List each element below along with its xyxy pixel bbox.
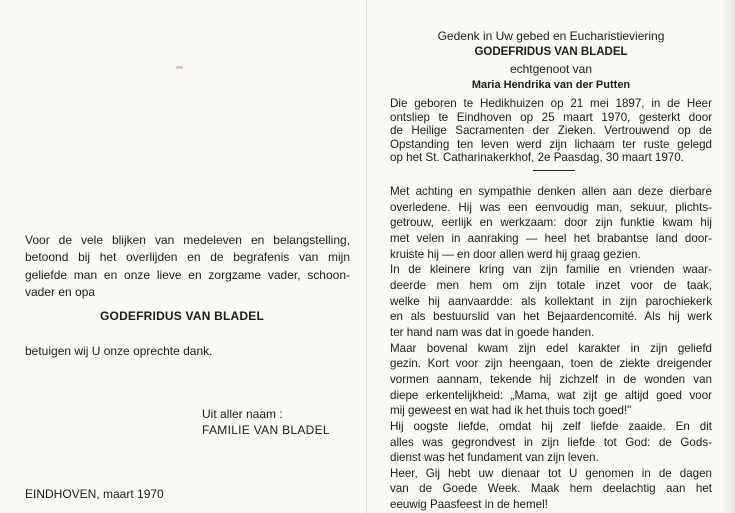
right-deceased-name: GODEFRIDUS VAN BLADEL [474, 46, 628, 58]
bio-line: op het St. Catharinakerkhof, 2e Paasdag, 30 maart 1970. [390, 151, 684, 165]
body-line: Maar bovenal kwam zijn edel karakter in zijn geliefd [390, 341, 712, 355]
left-thanks: betuigen wij U onze oprechte dank. [25, 344, 213, 358]
paper-speck [176, 66, 183, 69]
body-line: deerde men hem om zijn totale inzet voor de taak, [390, 278, 712, 292]
signature-intro: Uit aller naam : [202, 407, 283, 421]
divider [533, 170, 575, 171]
memorial-text [390, 184, 712, 513]
body-line: getrouw, eerlijk en werkzaam: door zijn funktie kwam hij [390, 216, 712, 230]
signature-family: FAMILIE VAN BLADEL [202, 423, 330, 437]
fold-line [366, 0, 367, 513]
body-line: eeuwig Paasfeest in de hemel! [390, 498, 548, 512]
body-line: diepe erkentelijkheid: „Mama, wat zijt ge altijd goed voor [390, 388, 712, 402]
body-line: mij geweest en wat had ik het thuis toch goed!" [390, 404, 632, 418]
left-line: vader en opa [25, 284, 96, 299]
body-line: kruiste hij — en door allen werd hij graag gezien. [390, 247, 641, 261]
body-line: Heer, Gij hebt uw dienaar tot U genomen in de dagen [390, 466, 712, 480]
left-deceased-name: GODEFRIDUS VAN BLADEL [100, 309, 264, 323]
left-line: geliefde man en onze lieve en zorgzame vader, schoon- [25, 267, 350, 282]
left-line: Voor de vele blijken van medeleven en belangstelling, [25, 233, 350, 247]
bio-line: ontsliep te Eindhoven op 25 maart 1970, gesterkt door [390, 110, 712, 124]
bio-line: Opstanding ten leven werd zijn lichaam ter ruste gelegd [390, 137, 712, 151]
body-line: en als bestuurslid van het Bejaardencomité. Als hij werk [390, 310, 712, 324]
prayer-header: Gedenk in Uw gebed en Eucharistieviering [437, 29, 665, 43]
spouse-intro: echtgenoot van [509, 62, 593, 76]
left-line: betoond bij het overlijden en de begrafenis van mijn [25, 250, 350, 265]
body-line: met velen in aanraking — heel het brabantse land door- [390, 231, 712, 245]
body-line: ter hand nam was dat in goede handen. [390, 325, 595, 339]
body-line: van de Goede Week. Maak hem deelachtig aan het [390, 482, 712, 496]
body-line: Met achting en sympathie denken allen aan deze dierbare [390, 185, 712, 198]
bio-line: de Heilige Sacramenten der Zieken. Vertrouwend op de [390, 124, 712, 138]
body-line: overledene. Hij was een eenvoudig man, sekuur, plichts- [390, 200, 712, 214]
body-line: welke hij aanvaardde: als kollektant in zijn parochiekerk [390, 294, 712, 308]
body-line: Hij oogste liefde, omdat hij zelf liefde zaaide. En dit [390, 419, 712, 433]
card-edge-shadow [721, 0, 735, 513]
bio-line: Die geboren te Hedikhuizen op 21 mei 1897, in de Heer [390, 97, 712, 110]
body-line: vormen aannam, tekende hij zichzelf in de wonden van [390, 372, 712, 386]
body-line: dienst was het fundament van zijn leven. [390, 451, 599, 465]
spouse-name: Maria Hendrika van der Putten [471, 79, 631, 91]
place-date: EINDHOVEN, maart 1970 [25, 487, 164, 501]
left-acknowledgement-text [25, 232, 350, 301]
body-line: In de kleinere kring van zijn familie en vrienden waar- [390, 263, 712, 277]
body-line: gezin. Kort voor zijn heengaan, toen de ziekte dreigender [390, 357, 712, 371]
biography [390, 97, 712, 165]
body-line: alles was gegrondvest in zijn liefde tot God: de Gods- [390, 435, 712, 449]
